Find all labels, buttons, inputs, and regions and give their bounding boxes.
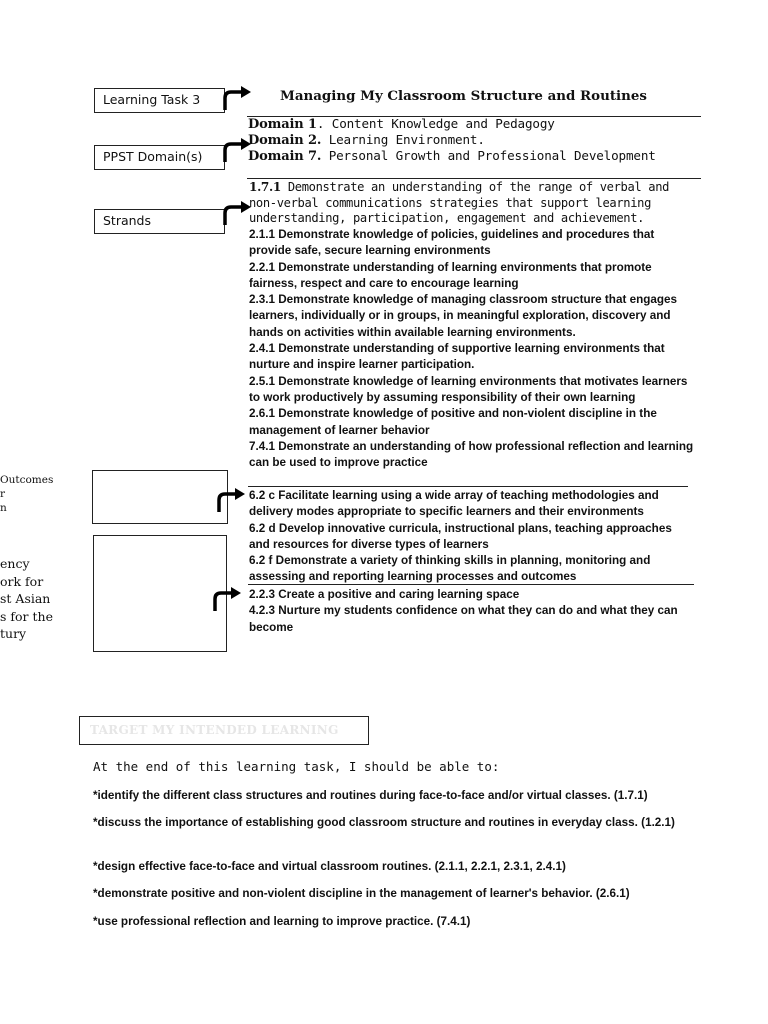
- arrow-outcomes-icon: [216, 488, 246, 514]
- domain-line: Domain 7. Personal Growth and Professional Development: [248, 148, 656, 164]
- learning-task-label: Learning Task 3: [94, 88, 225, 113]
- strands-label: Strands: [94, 209, 225, 234]
- domain-line: Domain 1. Content Knowledge and Pedagogy: [248, 116, 555, 132]
- outcomes-list: [249, 488, 694, 586]
- list-item: 7.4.1 Demonstrate an understanding of how professional reflection and learning can be used to improve practice: [249, 439, 694, 470]
- ppst-domains-label: PPST Domain(s): [94, 145, 225, 170]
- list-item: 2.1.1 Demonstrate knowledge of policies, guidelines and procedures that provide safe, secure learning environments: [249, 228, 655, 258]
- objective-item: *design effective face-to-face and virtual classroom routines. (2.1.1, 2.2.1, 2.3.1, 2.4.1): [93, 860, 566, 873]
- cut-label-outcomes: Outcomes r n: [0, 474, 54, 514]
- list-item: 6.2 f Demonstrate a variety of thinking skills in planning, monitoring and assessing and reporting learning processes and outcomes: [249, 554, 651, 584]
- objective-item: *identify the different class structures and routines during face-to-face and/or virtual classes. (1.7.1): [93, 789, 648, 802]
- competency-empty-box: [93, 535, 227, 652]
- strands-list: [249, 227, 694, 471]
- list-item: 6.2 d Develop innovative curricula, instructional plans, teaching approaches and resources for diverse types of learners: [249, 521, 672, 551]
- cut-label-competency: ency ork for st Asian s for the tury: [0, 556, 53, 641]
- arrow-learning-task-icon: [222, 86, 252, 112]
- competencies-list: [249, 587, 694, 636]
- arrow-competency-icon: [212, 587, 242, 613]
- list-item: 4.2.3 Nurture my students confidence on what they can do and what they can become: [249, 604, 678, 634]
- list-item: 2.2.1 Demonstrate understanding of learning environments that promote fairness, respect and care to encourage learning: [249, 260, 652, 290]
- strand-1-7-1: 1.7.1 Demonstrate an understanding of the range of verbal and non-verbal communications strategies that support learning understanding, participation, engagement and achievement.: [249, 180, 670, 225]
- list-item: 2.4.1 Demonstrate understanding of supportive learning environments that nurture and inspire learner participation.: [249, 342, 665, 372]
- list-item: 2.3.1 Demonstrate knowledge of managing classroom structure that engages learners, individually or in groups, in meaningful exploration, discovery and hands on activities within available learning environments.: [249, 293, 678, 339]
- objective-item: *use professional reflection and learning to improve practice. (7.4.1): [93, 915, 471, 928]
- list-item: 2.5.1 Demonstrate knowledge of learning environments that motivates learners to work productively by assuming responsibility of their own learning: [249, 374, 688, 404]
- arrow-strands-icon: [222, 201, 252, 227]
- target-intro: At the end of this learning task, I should be able to:: [93, 759, 500, 774]
- objective-item: *discuss the importance of establishing good classroom structure and routines in everyday class. (1.2.1): [93, 816, 675, 829]
- outcomes-empty-box: [92, 470, 228, 524]
- target-heading: TARGET MY INTENDED LEARNING: [79, 716, 369, 745]
- divider-strands: [248, 486, 688, 487]
- list-item: 2.2.3 Create a positive and caring learning space: [249, 588, 520, 601]
- objective-item: *demonstrate positive and non-violent discipline in the management of learner's behavior. (2.6.1): [93, 887, 630, 900]
- list-item: 2.6.1 Demonstrate knowledge of positive and non-violent discipline in the management of learner behavior: [249, 407, 657, 437]
- divider-domains: [247, 178, 701, 179]
- list-item: 6.2 c Facilitate learning using a wide array of teaching methodologies and delivery modes appropriate to specific learners and their environments: [249, 489, 659, 519]
- domain-line: Domain 2. Learning Environment.: [248, 132, 485, 148]
- page-title: Managing My Classroom Structure and Routines: [280, 88, 647, 104]
